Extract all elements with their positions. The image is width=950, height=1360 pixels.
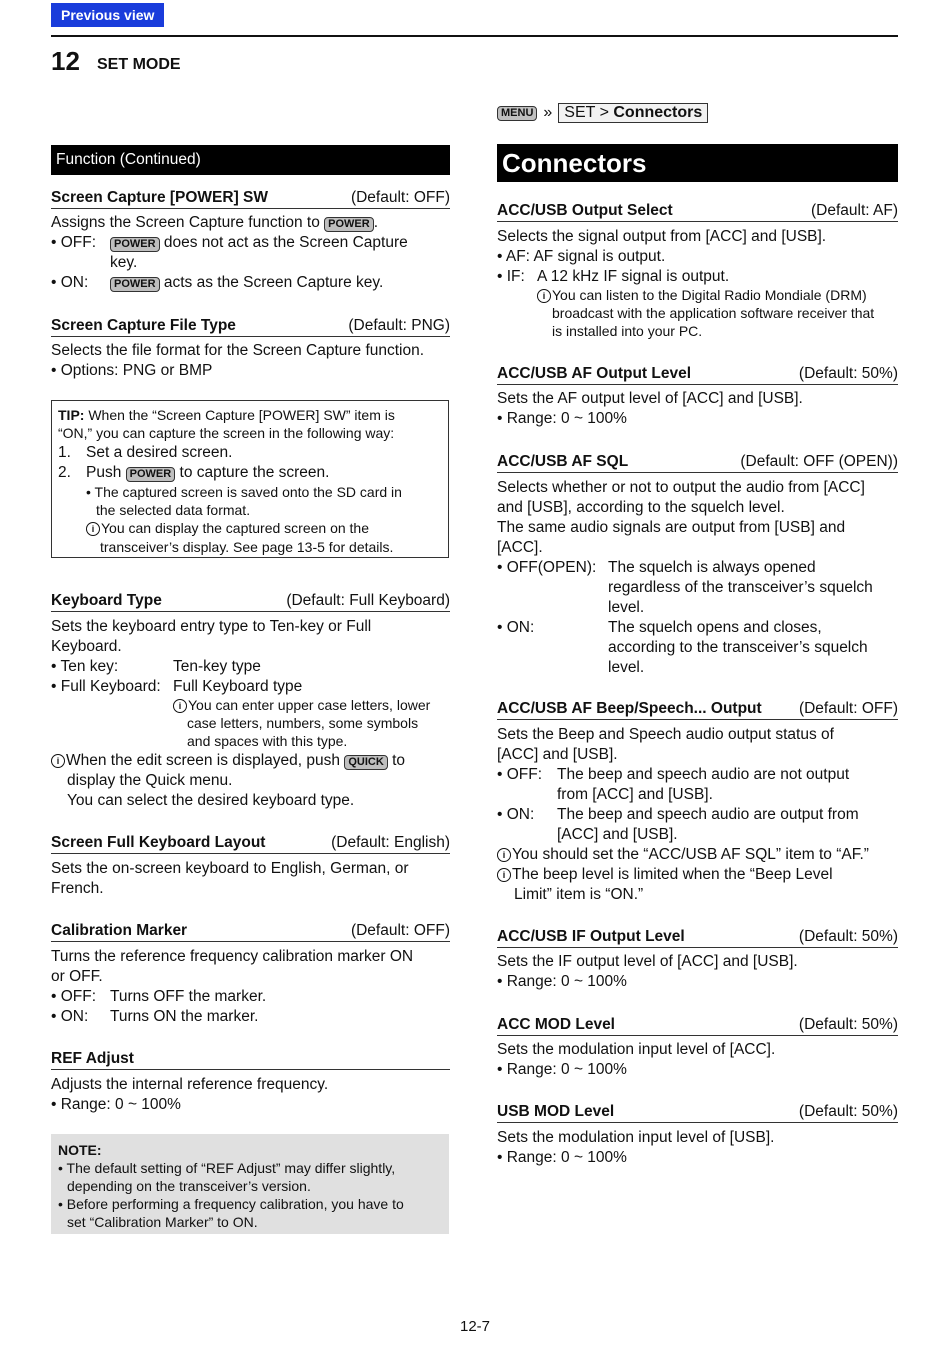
- screen-capture-sw-heading: [51, 189, 450, 209]
- kbt-full-text: Full Keyboard type: [173, 678, 303, 695]
- kbt-info-c: and spaces with this type.: [187, 733, 348, 749]
- if-level-heading: [497, 928, 898, 948]
- tip-step1-num: 1.: [58, 444, 71, 461]
- sc-on-label: • ON:: [51, 274, 89, 291]
- beep-off-label: • OFF:: [497, 766, 543, 783]
- function-continued-band: Function (Continued): [51, 145, 450, 175]
- acc-mod-heading: [497, 1016, 898, 1036]
- file-type-heading: [51, 317, 450, 337]
- usb-mod-line1: Sets the modulation input level of [USB].: [497, 1129, 775, 1146]
- section-title: USB MOD Level: [497, 1103, 615, 1120]
- off-text: does not act as the Screen Capture: [163, 234, 408, 251]
- sc-off-label: • OFF:: [51, 234, 97, 251]
- info-icon: i: [173, 699, 187, 713]
- af-level-line2: • Range: 0 ~ 100%: [497, 410, 627, 427]
- info-text: You can enter upper case letters, lower: [188, 697, 431, 713]
- breadcrumb-connectors: Connectors: [613, 104, 703, 121]
- os-info-b: broadcast with the application software receiver that: [552, 305, 875, 321]
- chapter-number: 12: [51, 46, 80, 76]
- cal-off-label: • OFF:: [51, 988, 97, 1005]
- cal-on-text: Turns ON the marker.: [110, 1008, 259, 1025]
- power-key-icon: POWER: [324, 217, 374, 232]
- beep-line2: [ACC] and [USB].: [497, 746, 618, 763]
- info-icon: i: [537, 289, 551, 303]
- sql-off-c: level.: [608, 599, 645, 616]
- if-level-line2: • Range: 0 ~ 100%: [497, 973, 627, 990]
- cal-line1: Turns the reference frequency calibration marker ON: [51, 948, 414, 965]
- kbt-info-a: [173, 696, 430, 714]
- breadcrumb: [497, 103, 708, 123]
- kbt-full-label: • Full Keyboard:: [51, 678, 161, 695]
- tip-step2-num: 2.: [58, 464, 71, 481]
- section-default: (Default: OFF (OPEN)): [740, 453, 898, 470]
- info-icon: i: [86, 522, 100, 536]
- breadcrumb-path: [558, 103, 708, 123]
- info-text: When the edit screen is displayed, push: [66, 752, 340, 769]
- section-title: REF Adjust: [51, 1050, 134, 1067]
- section-title: ACC/USB AF Beep/Speech... Output: [497, 700, 762, 717]
- beep-info2a: [497, 865, 833, 885]
- kbt-info2c: You can select the desired keyboard type.: [67, 792, 355, 809]
- acc-mod-line1: Sets the modulation input level of [ACC].: [497, 1041, 776, 1058]
- beep-on-label: • ON:: [497, 806, 535, 823]
- section-default: (Default: Full Keyboard): [286, 592, 450, 609]
- af-level-line1: Sets the AF output level of [ACC] and [USB].: [497, 390, 803, 407]
- beep-on-b: [ACC] and [USB].: [557, 826, 678, 843]
- menu-key-icon: MENU: [497, 106, 537, 121]
- section-default: (Default: 50%): [798, 1103, 898, 1120]
- section-title: ACC/USB IF Output Level: [497, 928, 685, 945]
- sc-off-text2: key.: [110, 254, 138, 271]
- info-icon: i: [497, 848, 511, 862]
- desc-end: .: [373, 214, 379, 231]
- step2-text: Push: [86, 464, 122, 481]
- section-default: (Default: OFF): [798, 700, 898, 717]
- sql-off-a: The squelch is always opened: [608, 559, 816, 576]
- note-b2a: • Before performing a frequency calibration, you have to: [58, 1196, 404, 1212]
- af-level-heading: [497, 365, 898, 385]
- tip-info1b: transceiver’s display. See page 13-5 for details.: [100, 539, 394, 555]
- info-icon: i: [51, 754, 65, 768]
- power-key-icon: POWER: [126, 467, 176, 482]
- af-sql-heading: [497, 453, 898, 473]
- beep-line1: Sets the Beep and Speech audio output status of: [497, 726, 834, 743]
- keyboard-type-heading: [51, 592, 450, 612]
- file-type-options: • Options: PNG or BMP: [51, 362, 213, 379]
- os-info-a: [537, 286, 867, 304]
- kbt-info2b: display the Quick menu.: [67, 772, 233, 789]
- section-default: (Default: AF): [811, 202, 898, 219]
- sql-line2: and [USB], according to the squelch level.: [497, 499, 785, 516]
- info-text: You can listen to the Digital Radio Mondiale (DRM): [552, 287, 867, 303]
- tip-info1: [86, 519, 369, 537]
- section-default: (Default: 50%): [798, 928, 898, 945]
- acc-mod-line2: • Range: 0 ~ 100%: [497, 1061, 627, 1078]
- chapter-title: SET MODE: [97, 56, 181, 73]
- sql-on-a: The squelch opens and closes,: [608, 619, 822, 636]
- kbt-ten-label: • Ten key:: [51, 658, 119, 675]
- cal-line2: or OFF.: [51, 968, 103, 985]
- os-if-text: A 12 kHz IF signal is output.: [537, 268, 730, 285]
- cal-marker-heading: [51, 922, 450, 942]
- breadcrumb-set: SET >: [564, 104, 614, 121]
- power-key-icon: POWER: [110, 237, 160, 252]
- section-default: (Default: OFF): [350, 922, 450, 939]
- power-key-icon: POWER: [110, 277, 160, 292]
- breadcrumb-separator: »: [543, 104, 553, 121]
- sql-line4: [ACC].: [497, 539, 543, 556]
- tip-step1: Set a desired screen.: [86, 444, 233, 461]
- beep-on-a: The beep and speech audio are output from: [557, 806, 859, 823]
- info-text-end: to: [392, 752, 406, 769]
- sc-on-text: [110, 273, 383, 293]
- kb-layout-line1: Sets the on-screen keyboard to English, German, or: [51, 860, 409, 877]
- page-number: 12-7: [460, 1318, 491, 1335]
- step2-text-end: to capture the screen.: [179, 464, 330, 481]
- os-if-label: • IF:: [497, 268, 525, 285]
- sql-off-b: regardless of the transceiver’s squelch: [608, 579, 873, 596]
- section-title: ACC/USB Output Select: [497, 202, 673, 219]
- cal-on-label: • ON:: [51, 1008, 89, 1025]
- quick-key-icon: QUICK: [344, 755, 387, 770]
- kbt-line1: Sets the keyboard entry type to Ten-key or Full: [51, 618, 372, 635]
- ref-adjust-heading: [51, 1050, 450, 1070]
- note-b2b: set “Calibration Marker” to ON.: [67, 1214, 258, 1230]
- tip-bullet1b: the selected data format.: [96, 502, 251, 518]
- kbt-line2: Keyboard.: [51, 638, 122, 655]
- screen-capture-sw-desc: [51, 213, 378, 233]
- section-title: ACC/USB AF Output Level: [497, 365, 692, 382]
- section-default: (Default: PNG): [348, 317, 450, 334]
- sc-off-text: [110, 233, 408, 253]
- usb-mod-heading: [497, 1103, 898, 1123]
- sql-on-label: • ON:: [497, 619, 535, 636]
- previous-view-button[interactable]: Previous view: [51, 3, 164, 27]
- os-line1: Selects the signal output from [ACC] and [USB].: [497, 228, 827, 245]
- info-text: You should set the “ACC/USB AF SQL” item to “AF.”: [512, 846, 869, 863]
- section-title: Calibration Marker: [51, 922, 188, 939]
- info-text: The beep level is limited when the “Beep Level: [512, 866, 833, 883]
- tip-line2: “ON,” you can capture the screen in the following way:: [58, 425, 395, 441]
- section-default: (Default: 50%): [798, 1016, 898, 1033]
- os-af: • AF: AF signal is output.: [497, 248, 666, 265]
- section-title: ACC MOD Level: [497, 1016, 615, 1033]
- section-title: Screen Full Keyboard Layout: [51, 834, 266, 851]
- kb-layout-heading: [51, 834, 450, 854]
- section-default: (Default: 50%): [798, 365, 898, 382]
- section-title: Screen Capture File Type: [51, 317, 236, 334]
- if-level-line1: Sets the IF output level of [ACC] and [USB].: [497, 953, 798, 970]
- section-default: (Default: English): [331, 834, 450, 851]
- kb-layout-line2: French.: [51, 880, 104, 897]
- info-icon: i: [497, 868, 511, 882]
- kbt-info-b: case letters, numbers, some symbols: [187, 715, 419, 731]
- tip-bullet1: • The captured screen is saved onto the SD card in: [86, 484, 402, 500]
- sql-line3: The same audio signals are output from [USB] and: [497, 519, 846, 536]
- note-b1a: • The default setting of “REF Adjust” may differ slightly,: [58, 1160, 396, 1176]
- desc-text: Assigns the Screen Capture function to: [51, 214, 320, 231]
- tip-label: TIP:: [58, 407, 85, 423]
- sql-line1: Selects whether or not to output the audio from [ACC]: [497, 479, 865, 496]
- os-info-c: is installed into your PC.: [552, 323, 703, 339]
- sql-on-c: level.: [608, 659, 645, 676]
- section-title: Keyboard Type: [51, 592, 162, 609]
- info-text: You can display the captured screen on the: [101, 520, 370, 536]
- on-text: acts as the Screen Capture key.: [163, 274, 384, 291]
- tip-text: When the “Screen Capture [POWER] SW” item is: [84, 407, 395, 423]
- beep-info1: [497, 845, 869, 865]
- tip-step2: [86, 463, 329, 483]
- ref-line1: Adjusts the internal reference frequency.: [51, 1076, 329, 1093]
- ref-line2: • Range: 0 ~ 100%: [51, 1096, 181, 1113]
- beep-info2b: Limit” item is “ON.”: [514, 886, 644, 903]
- file-type-desc: Selects the file format for the Screen Capture function.: [51, 342, 425, 359]
- note-b1b: depending on the transceiver’s version.: [67, 1178, 311, 1194]
- connectors-band: Connectors: [497, 144, 898, 182]
- output-select-heading: [497, 202, 898, 222]
- tip-line1: [58, 406, 395, 424]
- header-rule: [51, 35, 898, 37]
- kbt-ten-text: Ten-key type: [173, 658, 261, 675]
- usb-mod-line2: • Range: 0 ~ 100%: [497, 1149, 627, 1166]
- cal-off-text: Turns OFF the marker.: [110, 988, 267, 1005]
- sql-off-label: • OFF(OPEN):: [497, 559, 597, 576]
- sql-on-b: according to the transceiver’s squelch: [608, 639, 868, 656]
- beep-heading: [497, 700, 898, 720]
- section-title: Screen Capture [POWER] SW: [51, 189, 269, 206]
- section-default: (Default: OFF): [350, 189, 450, 206]
- beep-off-b: from [ACC] and [USB].: [557, 786, 713, 803]
- section-title: ACC/USB AF SQL: [497, 453, 629, 470]
- kbt-info2a: [51, 751, 405, 771]
- note-label: NOTE:: [58, 1142, 102, 1158]
- beep-off-a: The beep and speech audio are not output: [557, 766, 850, 783]
